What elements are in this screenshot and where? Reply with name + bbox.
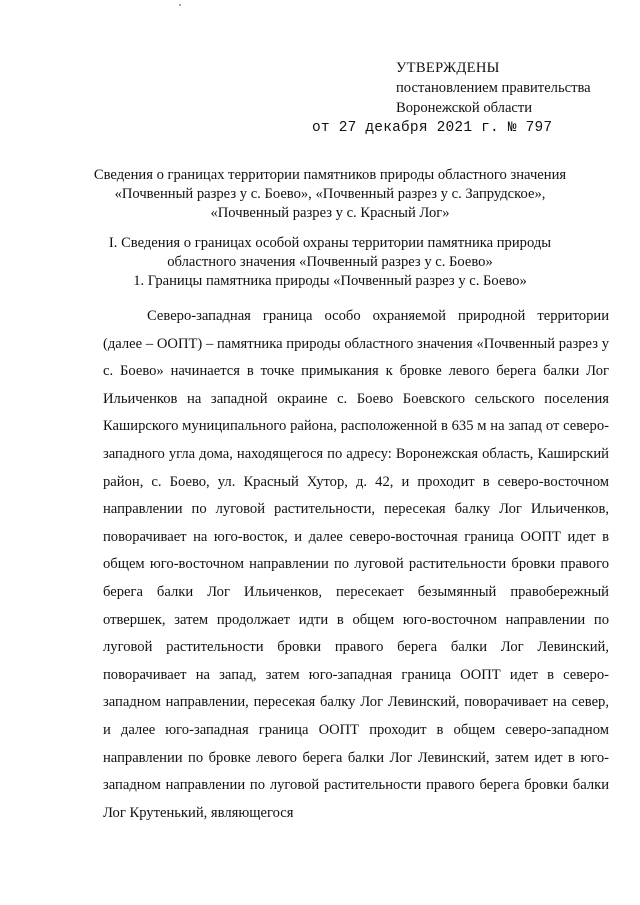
scan-speck [179, 4, 181, 6]
body-paragraph: Северо-западная граница особо охраняемой природной территории (далее – ООПТ) – памятника природы областного значения «Почвенный разрез у с. Боево» начинается в точке примыкания к бровке левого берега балки Лог Ильиченков на западной окраине с. Боево Боевского сельского поселения Каширского муниципального района, расположенной в 635 м на запад от северо-западного угла дома, находящегося по адресу: Воронежская область, Каширский район, с. Боево, ул. Красный Хутор, д. 42, и проходит в северо-восточном направлении по луговой растительности, пересекая балку Лог Ильиченков, поворачивает на юго-восток, и далее северо-восточная граница ООПТ идет в общем юго-восточном направлении по луговой растительности бровки правого берега балки Лог Ильиченков, пересекает безымянный правобережный отвершек, затем продолжает идти в общем юго-восточном направлении по луговой растительности бровки правого берега балки Лог Левинский, поворачивает на запад, затем юго-западная граница ООПТ идет в северо-западном направлении, пересекая балку Лог Левинский, поворачивает на север, и далее юго-западная граница ООПТ проходит в общем северо-западном направлении по бровке левого берега балки Лог Левинский, затем идет в юго-западном направлении по луговой растительности правого берега бровки балки Лог Крутенький, являющегося [103, 308, 609, 821]
title-line-1: Сведения о границах территории памятников природы областного значения [93, 167, 567, 183]
document-title [80, 166, 580, 223]
approval-line-1: постановлением правительства [396, 80, 591, 96]
approval-date: от 27 декабря 2021 г. № 797 [312, 120, 553, 136]
title-line-3: «Почвенный разрез у с. Красный Лог» [210, 205, 450, 221]
section-heading [80, 234, 580, 272]
title-line-2: «Почвенный разрез у с. Боево», «Почвенный разрез у с. Запрудское», [114, 186, 546, 202]
approval-line-2: Воронежской области [396, 100, 533, 116]
section-heading-line-1: I. Сведения о границах особой охраны территории памятника природы [108, 235, 552, 251]
approval-title: УТВЕРЖДЕНЫ [396, 60, 500, 76]
approval-stamp [312, 58, 591, 138]
section-heading-line-2: областного значения «Почвенный разрез у с. Боево» [167, 254, 493, 270]
subsection-heading: 1. Границы памятника природы «Почвенный разрез у с. Боево» [133, 273, 527, 289]
